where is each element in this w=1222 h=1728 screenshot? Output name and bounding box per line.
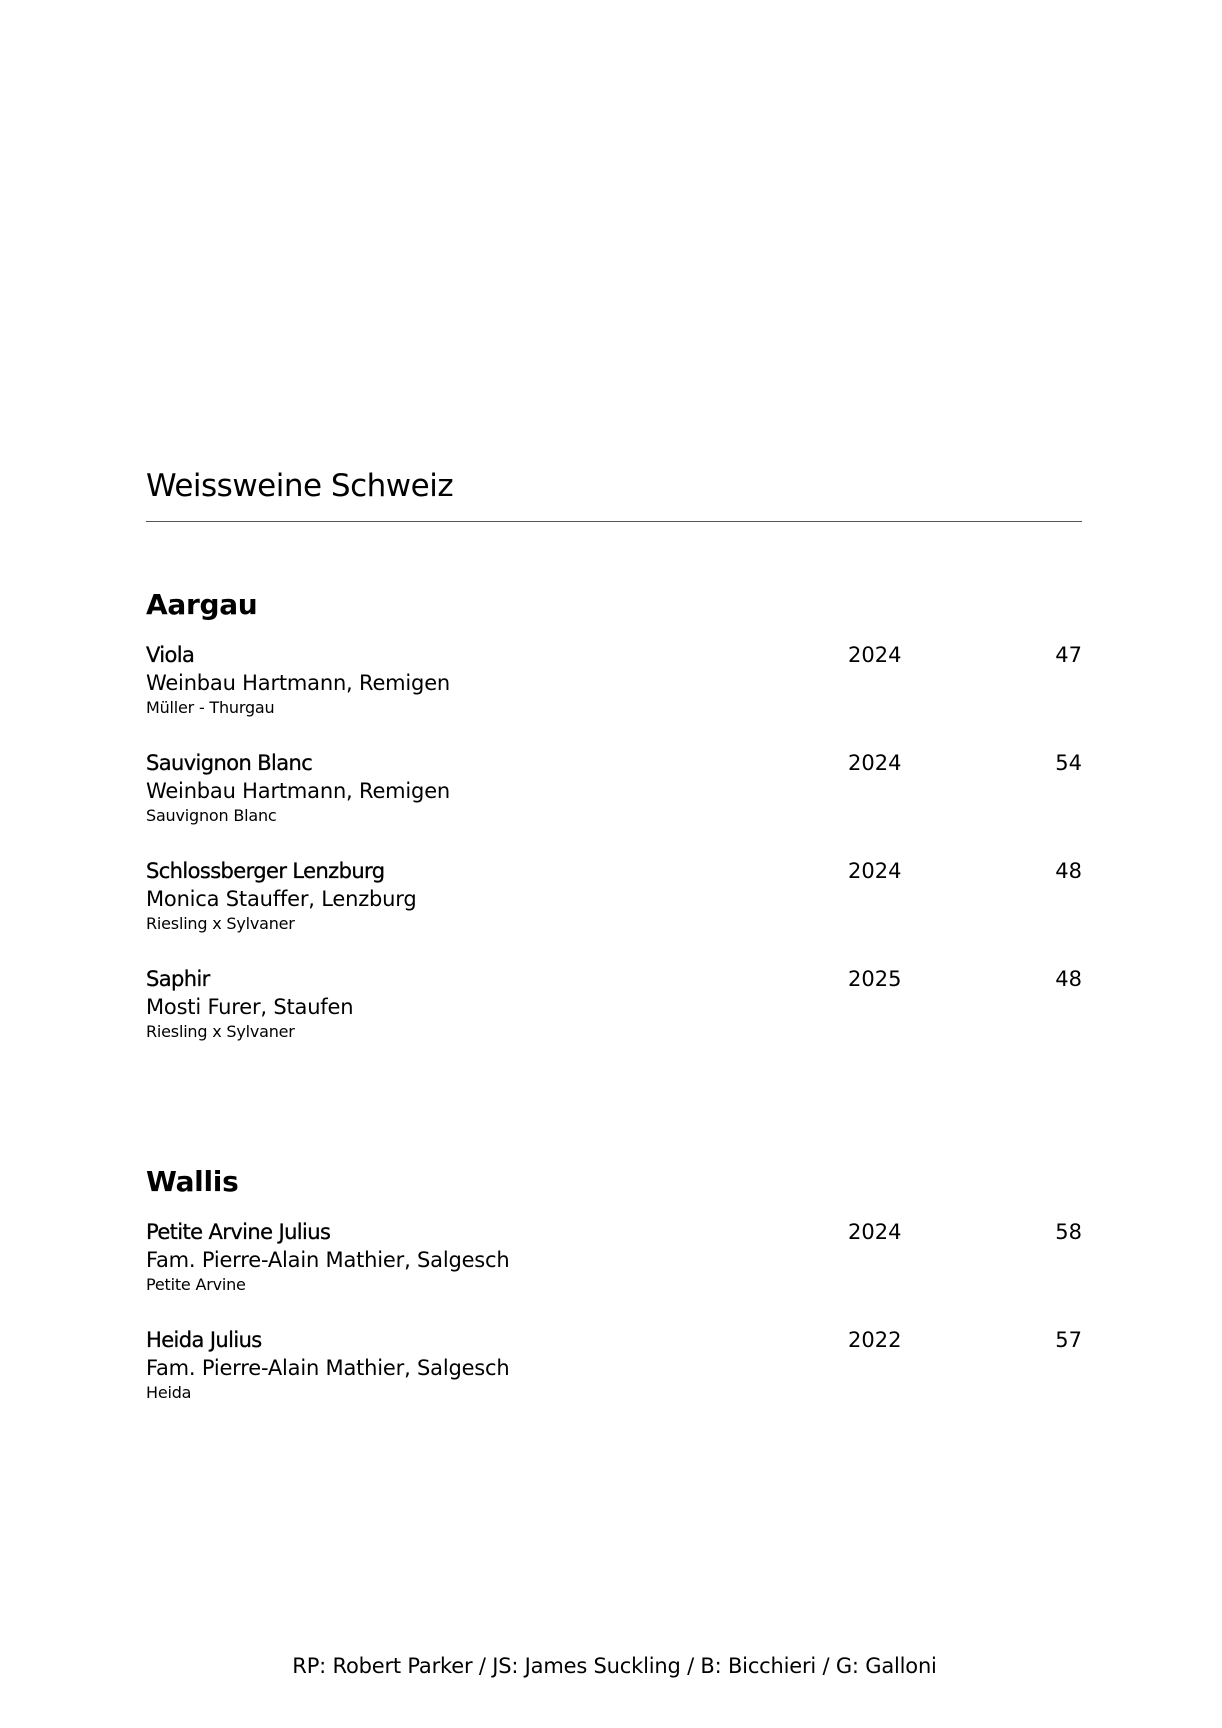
wine-price: 48 xyxy=(1055,859,1082,883)
wine-vintage: 2024 xyxy=(848,751,902,775)
section-heading: Aargau xyxy=(146,588,258,621)
wine-name: Heida Julius xyxy=(146,1328,262,1352)
wine-price: 58 xyxy=(1055,1220,1082,1244)
wine-producer: Fam. Pierre-Alain Mathier, Salgesch xyxy=(146,1248,510,1272)
page-title: Weissweine Schweiz xyxy=(146,468,454,504)
section-wallis xyxy=(146,1165,1082,1435)
wine-item xyxy=(146,966,1082,1074)
section-heading: Wallis xyxy=(146,1165,239,1198)
wine-item xyxy=(146,1219,1082,1327)
wine-list xyxy=(146,1219,1082,1435)
wine-list xyxy=(146,642,1082,1074)
title-divider xyxy=(146,521,1082,522)
wine-price: 47 xyxy=(1055,643,1082,667)
wine-name: Sauvignon Blanc xyxy=(146,751,313,775)
wine-item xyxy=(146,750,1082,858)
section-aargau xyxy=(146,588,1082,1074)
wine-vintage: 2024 xyxy=(848,859,902,883)
wine-grape: Petite Arvine xyxy=(146,1275,246,1294)
wine-producer: Monica Stauffer, Lenzburg xyxy=(146,887,417,911)
wine-vintage: 2025 xyxy=(848,967,902,991)
rating-legend-footer: RP: Robert Parker / JS: James Suckling / B: Bicchieri / G: Galloni xyxy=(292,1654,937,1678)
wine-grape: Riesling x Sylvaner xyxy=(146,914,295,933)
wine-grape: Müller - Thurgau xyxy=(146,698,275,717)
wine-grape: Heida xyxy=(146,1383,192,1402)
wine-name: Schlossberger Lenzburg xyxy=(146,859,385,883)
wine-vintage: 2024 xyxy=(848,1220,902,1244)
wine-name: Petite Arvine Julius xyxy=(146,1220,331,1244)
wine-item xyxy=(146,858,1082,966)
wine-grape: Riesling x Sylvaner xyxy=(146,1022,295,1041)
wine-producer: Fam. Pierre-Alain Mathier, Salgesch xyxy=(146,1356,510,1380)
wine-item xyxy=(146,642,1082,750)
wine-price: 54 xyxy=(1055,751,1082,775)
wine-producer: Mosti Furer, Staufen xyxy=(146,995,354,1019)
wine-producer: Weinbau Hartmann, Remigen xyxy=(146,671,451,695)
wine-name: Viola xyxy=(146,643,195,667)
wine-price: 48 xyxy=(1055,967,1082,991)
wine-item xyxy=(146,1327,1082,1435)
wine-vintage: 2022 xyxy=(848,1328,902,1352)
wine-price: 57 xyxy=(1055,1328,1082,1352)
wine-grape: Sauvignon Blanc xyxy=(146,806,277,825)
wine-vintage: 2024 xyxy=(848,643,902,667)
wine-name: Saphir xyxy=(146,967,210,991)
wine-producer: Weinbau Hartmann, Remigen xyxy=(146,779,451,803)
